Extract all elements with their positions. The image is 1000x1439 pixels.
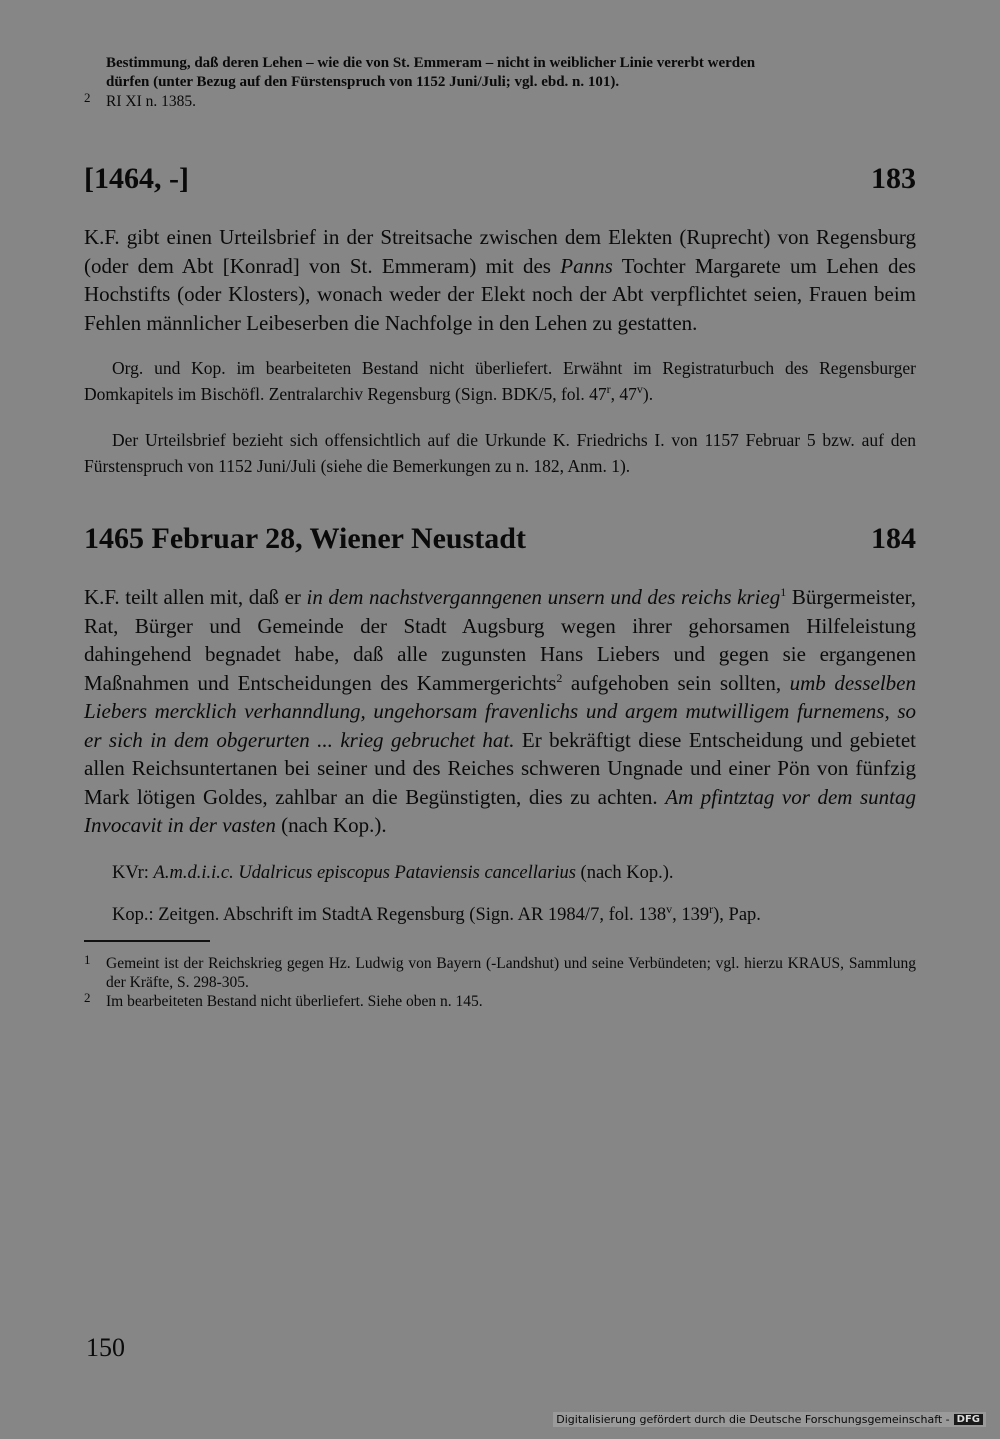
summary-text: K.F. gibt einen Urteilsbrief in der Streitsache zwischen dem Elekten (Ruprecht) von Regensburg (oder dem Abt [Konrad] von St. Emmeram) mit des <box>84 225 916 278</box>
page-number: 150 <box>86 1333 125 1362</box>
summary-text: Bürgermeister, Rat, Bürger und Gemeinde der Stadt Augsburg wegen ihrer gehorsamen Hilfeleistung dahingehend begnadet habe, daß alle zugunsten Hans Liebers und gegen sie ergangenen Maßnahmen und Entscheidungen des Kammergerichts <box>84 585 917 695</box>
footnote-text: Im bearbeiteten Bestand nicht überliefert. Siehe oben n. 145. <box>106 992 483 1010</box>
footnote-2 <box>84 989 916 1011</box>
entry-note: Der Urteilsbrief bezieht sich offensichtlich auf die Urkunde K. Friedrichs I. von 1157 Februar 5 bzw. auf den Fürstenspruch von 1152 Juni/Juli (siehe die Bemerkungen zu n. 182, Anm. 1). <box>84 430 916 476</box>
kop-text: Kop.: Zeitgen. Abschrift im StadtA Regensburg (Sign. AR 1984/7, fol. 138 <box>112 904 667 925</box>
footnote-1 <box>84 951 916 992</box>
summary-text: aufgehoben sein sollten, <box>562 670 790 695</box>
kvr-label: KVr: <box>112 862 154 883</box>
entry-number: 184 <box>871 522 916 555</box>
footnote-line: Bestimmung, daß deren Lehen – wie die von St. Emmeram – nicht in weiblicher Linie vererbt werden <box>106 55 756 71</box>
entry-date: [1464, -] <box>84 162 189 195</box>
kvr-italic: A.m.d.i.i.c. Udalricus episcopus Pataviensis cancellarius <box>153 862 576 883</box>
note-sup: v <box>636 382 643 397</box>
kop-text: , 139 <box>672 904 710 925</box>
footnote-text: Gemeint ist der Reichskrieg gegen Hz. Ludwig von Bayern (-Landshut) und seine Verbündeten; vgl. hierzu <box>106 954 788 972</box>
entry-summary <box>84 583 916 840</box>
note-text: , 47 <box>610 384 637 404</box>
summary-text: Er bekräftigt diese Entscheidung und gebietet allen Reichsuntertanen bei seiner und des Reiches schweren Ungnade und einer Pön von fünfzig Mark lötigen Goldes, zahlbar an die Begünstigten, dies zu achten. <box>84 727 916 809</box>
entry-kvr <box>84 860 916 886</box>
document-page <box>84 54 916 1011</box>
note-text: Org. und Kop. im bearbeiteten Bestand nicht überliefert. Erwähnt im Registraturbuch des Regensburger Domkapitels im Bischöfl. Zentralarchiv Regensburg (Sign. BDK/5, fol. 47 <box>84 358 916 404</box>
kop-sup: v <box>666 901 673 916</box>
footnote-number: 2 <box>84 90 91 105</box>
dfg-logo: DFG <box>954 1414 983 1425</box>
note-text: ). <box>642 384 654 404</box>
summary-text: Tochter Margarete um Lehen des Hochstifts (oder Klosters), wonach weder der Elekt noch der Abt verpflichtet seien, Frauen beim Fehlen männlicher Leibeserben die Nachfolge in den Lehen zu gestatten. <box>84 253 916 335</box>
summary-italic: Am pfintztag vor dem suntag Invocavit in der vasten <box>84 784 916 837</box>
summary-italic: in dem nachstverganngenen unsern und des reichs krieg <box>306 585 781 609</box>
summary-text: (nach Kop.). <box>275 813 387 837</box>
digitization-credit <box>553 1412 986 1427</box>
kop-sup: r <box>709 901 714 916</box>
footnote-number: 2 <box>84 989 91 1005</box>
footnote-continued <box>84 54 916 92</box>
entry-date: 1465 Februar 28, Wiener Neustadt <box>84 522 526 555</box>
footnote-number: 1 <box>84 951 91 967</box>
kvr-text: (nach Kop.). <box>575 862 674 883</box>
footnote-ref: 2 <box>556 670 563 685</box>
summary-text: K.F. teilt allen mit, daß er <box>84 585 307 609</box>
footnote-2 <box>84 92 916 111</box>
footnote-text: , Sammlung der Kräfte, S. 298-305. <box>106 954 916 991</box>
bottom-footnotes <box>84 951 916 1011</box>
note-sup: r <box>606 382 611 397</box>
footnote-text: RI XI n. 1385. <box>106 93 196 110</box>
entry-summary <box>84 223 916 337</box>
credit-text: Digitalisierung gefördert durch die Deutsche Forschungsgemeinschaft - <box>556 1413 950 1426</box>
summary-italic: umb desselben Liebers mercklich verhanndlung, ungehorsam fravenlichs und argem mutwilligem furnemens, so er sich in dem obgerurten ... krieg gebruchet hat. <box>84 670 916 752</box>
footnote-line: dürfen (unter Bezug auf den Fürstenspruch von 1152 Juni/Juli; vgl. ebd. n. 101). <box>106 74 620 90</box>
entry-heading-183 <box>84 161 916 197</box>
entry-kop <box>84 902 916 928</box>
footnote-divider <box>84 940 210 942</box>
footnote-ref: 1 <box>780 585 787 599</box>
footnote-author: KRAUS <box>787 954 841 972</box>
summary-italic: Panns <box>560 253 613 278</box>
entry-heading-184 <box>84 521 916 557</box>
kop-text: ), Pap. <box>713 904 761 925</box>
entry-note <box>84 355 916 407</box>
entry-number: 183 <box>871 162 916 195</box>
top-footnotes <box>84 54 916 111</box>
